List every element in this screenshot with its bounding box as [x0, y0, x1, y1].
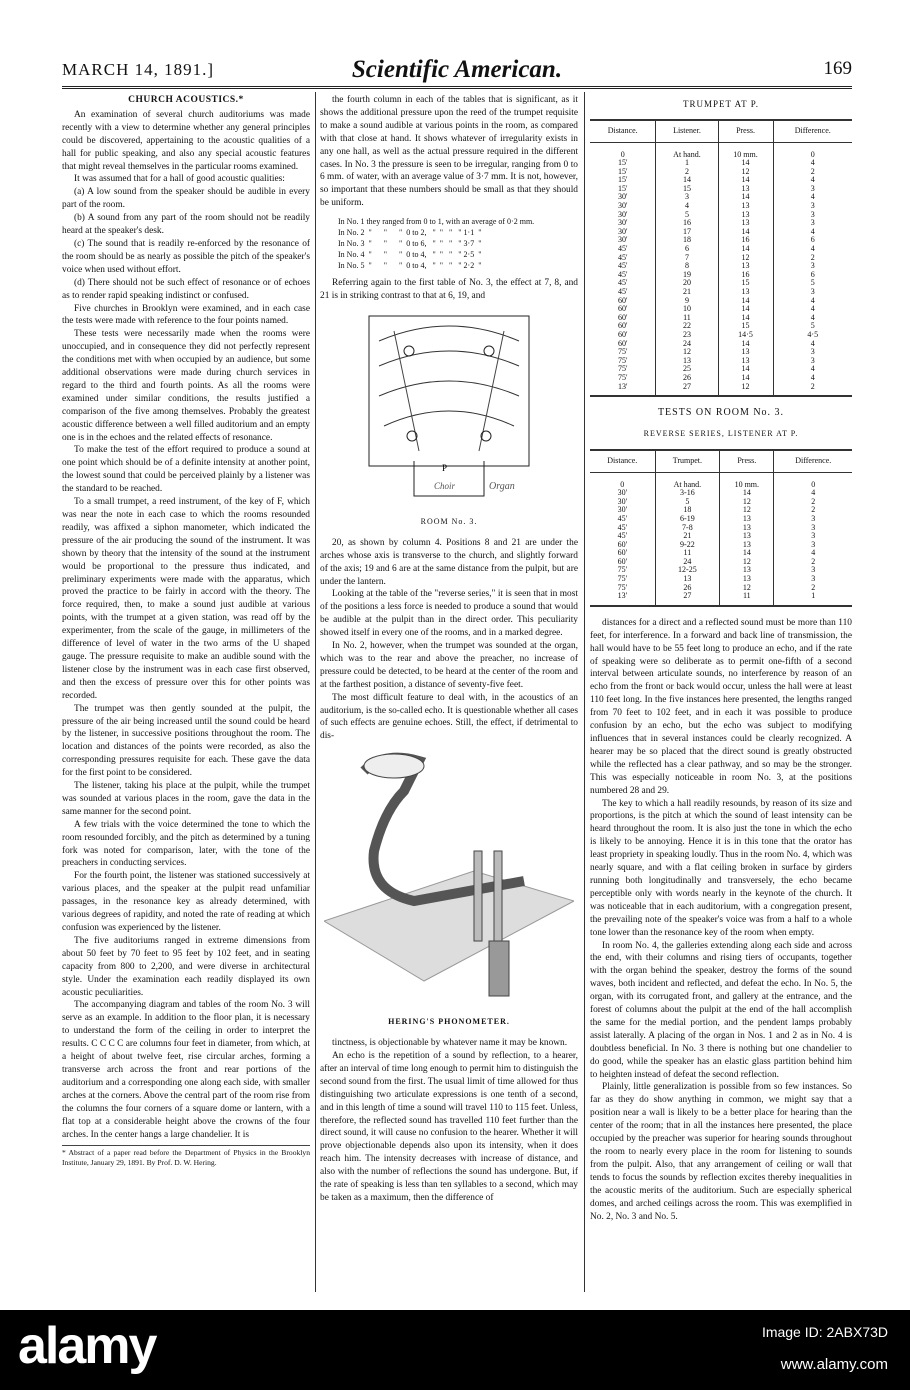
table-cell: 14	[718, 374, 773, 383]
table-cell: 6	[773, 236, 852, 245]
paragraph: In room No. 4, the galleries extending along each side and across the end, with their columns and rising tiers of occupants, together with the organ behind the speaker, destroy the forms of the sound waves, both incident and reflected, and defeat the echo. In No. 5, the organ, with its corrugated front, and gallery at the entrance, and the forest of columns about the pulpit at the end of the hall accomplish the same for the medial portion, and the pendent lamps probably assist laterally. A placing of the organ in Nos. 1 and 2 as in No. 4 is doubtless beneficial. In No. 3 there is nothing but one chandelier to do good, while the speaker has an elastic glass partition behind him to heighten instead of defeat the second reflection.	[590, 940, 852, 1080]
paragraph: The five auditoriums ranged in extreme dimensions from about 50 feet by 70 feet to 95 feet by 102 feet, and in seating capacity from 800 to 2,200, and were diverse in architectural style. Under the examination each readily displayed its own acoustic peculiarities.	[62, 935, 310, 998]
diagram-caption: ROOM No. 3.	[420, 516, 478, 526]
table-cell: 12	[718, 168, 773, 177]
table-cell: 30'	[617, 192, 628, 202]
watermark-url: www.alamy.com	[780, 1356, 888, 1373]
table-cell: 45'	[617, 269, 628, 279]
paragraph: (d) There should not be such effect of resonance or of echoes as to render rapid speaking indistinct or confused.	[62, 277, 310, 301]
table-cell: 3	[773, 185, 852, 194]
paragraph: the fourth column in each of the tables that is significant, as it shows the additional pressure upon the reed of the trumpet requisite to make a sound audible at various points in the room, as compared with that close at hand. It shows whatever of irregularity exists in any one hall, as well as the actual pressure required in the different cases. In No. 3 the pressure is seen to be irregular, ranging from 0 to 6 mm. of water, with an average value of 3·7 mm. It is not, however, so important that these numbers should be small as that they should be uniform.	[320, 95, 578, 209]
paragraph: The listener, taking his place at the pulpit, while the trumpet was sounded at various places in the room, gave the data in the same manner for the second point.	[62, 781, 310, 817]
table-cell: 12-25	[655, 566, 720, 575]
table-cell: 13	[718, 185, 773, 194]
organ-label: Organ	[489, 480, 515, 492]
table2-subtitle: REVERSE SERIES, LISTENER AT P.	[643, 429, 799, 439]
table-cell: 9-22	[655, 541, 720, 550]
table-cell: 12	[720, 498, 774, 507]
table-cell: 13	[656, 357, 718, 366]
table-cell: 4	[773, 340, 852, 349]
table-cell: 13'	[590, 383, 656, 397]
table-cell: 3	[773, 211, 852, 220]
table-cell: 21	[655, 532, 720, 541]
paragraph: An echo is the repetition of a sound by reflection, to a hearer, after an interval of time long enough to permit him to distinguish the second sound from the first. The usual limit of time allowed for thus distinguishing two articulate expressions is one tenth of a second, and in this length of time a sound will travel 110 to 115 feet. Unless, therefore, the reflected sound has travelled 110 feet further than the direct sound, it will cause no confusion to the hearer. Whether it will prove objectionable depends also upon its intensity, when it does reach him. The intensity decreases with increase of distance, and also with the number of reflections the sound has undergone. But, if the rate of speaking is less than ten syllables to a second, which may be taken as a maximum, then the difference of	[320, 1051, 578, 1203]
table-cell: 2	[774, 506, 852, 515]
table-cell: 24	[655, 558, 720, 567]
table-cell: 15	[718, 279, 773, 288]
article-heading: CHURCH ACOUSTICS.*	[128, 95, 244, 105]
paragraph: A few trials with the voice determined the tone to which the room resounded forcibly, and the pitch as determined by a tuning fork was noted for comparison, later, with the tone of the preachers in conducting services.	[62, 819, 310, 869]
table-cell: 15'	[617, 158, 628, 168]
table-cell: 30'	[617, 235, 628, 245]
table-row	[590, 383, 852, 397]
table-cell: 14	[718, 159, 773, 168]
table-cell: 60'	[617, 312, 628, 322]
table-cell: At hand.	[655, 472, 720, 489]
table-cell: 23	[656, 331, 718, 340]
footnote: * Abstract of a paper read before the Department of Physics in the Brooklyn Institute, January 29, 1891. By Prof. D. W. Hering.	[62, 1145, 310, 1168]
table-cell: 45'	[617, 252, 628, 262]
table-cell: 1	[656, 159, 718, 168]
table-cell: 13	[720, 532, 774, 541]
column-3	[590, 94, 852, 1223]
table-cell: 14	[718, 365, 773, 374]
issue-date: MARCH 14, 1891.]	[62, 60, 215, 79]
table-cell: 14·5	[718, 331, 773, 340]
table-cell: 12	[718, 254, 773, 263]
table-cell: 16	[656, 219, 718, 228]
table-cell: 10 mm.	[718, 142, 773, 159]
table-cell: 27	[655, 592, 720, 606]
table-cell: 2	[774, 584, 852, 593]
table-cell: 45'	[617, 278, 628, 288]
table2-title: TESTS ON ROOM No. 3.	[657, 407, 785, 419]
table-cell: 4	[773, 374, 852, 383]
table-cell: 3	[774, 524, 852, 533]
page-number: 169	[823, 58, 852, 79]
table-cell: 14	[718, 314, 773, 323]
table-cell: 4	[774, 549, 852, 558]
table-cell: 15'	[617, 175, 628, 185]
table-cell: 4	[773, 365, 852, 374]
table-cell: 25	[656, 365, 718, 374]
table-cell: 12	[656, 348, 718, 357]
table-cell: 21	[656, 288, 718, 297]
table-cell: 5	[773, 279, 852, 288]
table-cell: 6	[656, 245, 718, 254]
phonometer-figure	[320, 751, 578, 1029]
paragraph: (c) The sound that is readily re-enforced by the resonance of the room should be as nearly as possible the pitch of the speaker's voice when used without effort.	[62, 238, 310, 275]
table-cell: 4	[773, 176, 852, 185]
table-cell: 22	[656, 322, 718, 331]
column-header: Press.	[718, 120, 773, 142]
table-cell: 6	[773, 271, 852, 280]
table-cell: 10	[656, 305, 718, 314]
table-cell: 45'	[617, 531, 628, 541]
paragraph: Five churches in Brooklyn were examined, and in each case the tests were made with reference to the four points named.	[62, 303, 310, 327]
table-cell: 15'	[617, 183, 628, 193]
table-cell: 14	[718, 193, 773, 202]
table-row	[590, 592, 852, 606]
table-cell: 45'	[617, 244, 628, 254]
table-cell: 2	[774, 558, 852, 567]
table-cell: 14	[718, 305, 773, 314]
table-cell: 8	[656, 262, 718, 271]
table-cell: 14	[720, 489, 774, 498]
column-divider	[584, 92, 585, 1292]
column-header: Distance.	[590, 120, 656, 142]
table-cell: 3	[773, 262, 852, 271]
table-cell: 13	[718, 202, 773, 211]
table-cell: 60'	[617, 338, 628, 348]
table-cell: 4	[773, 228, 852, 237]
paragraph: (a) A low sound from the speaker should be audible in every part of the room.	[62, 187, 310, 211]
paragraph: These tests were necessarily made when the rooms were unoccupied, and in consequence they did not perfectly represent the conditions met with when occupied by an audience, but some additional observations were made during church services in regard to the third and fourth points. As all the rooms were examined under similar conditions, the results justified a comparison of the five among themselves. Probably the greatest acoustic difference between a well filled auditorium and an empty one is in the echoes and the related effects of resonance.	[62, 329, 310, 443]
table-cell: 18	[655, 506, 720, 515]
masthead	[62, 56, 852, 89]
table1-title: TRUMPET AT P.	[683, 99, 759, 109]
table-cell: 15	[656, 185, 718, 194]
choir-label: Choir	[434, 480, 456, 491]
table-cell: 3	[774, 515, 852, 524]
table-cell: 2	[773, 168, 852, 177]
table-cell: 60'	[617, 329, 628, 339]
paragraph: tinctness, is objectionable by whatever name it may be known.	[332, 1038, 568, 1049]
table-cell: 12	[718, 383, 773, 397]
table-cell: 12	[720, 584, 774, 593]
table-cell: 26	[655, 584, 720, 593]
column-header: Press.	[720, 450, 774, 472]
table-cell: 3	[656, 193, 718, 202]
table-cell: 60'	[617, 295, 628, 305]
paragraph: It was assumed that for a hall of good acoustic qualities:	[74, 174, 285, 185]
table-cell: 9	[656, 297, 718, 306]
paragraph: (b) A sound from any part of the room should not be readily heard at the speaker's desk.	[62, 213, 310, 237]
table-cell: 45'	[617, 287, 628, 296]
table-cell: 3	[774, 541, 852, 550]
column-header: Trumpet.	[655, 450, 720, 472]
column-2	[320, 94, 578, 1205]
table-cell: 13	[720, 515, 774, 524]
table-cell: 13	[718, 348, 773, 357]
table-cell: 3	[774, 532, 852, 541]
table-cell: 45'	[617, 261, 628, 271]
table-cell: 14	[718, 340, 773, 349]
table-cell: 15'	[617, 166, 628, 176]
table-cell: 45'	[617, 522, 628, 532]
image-id: Image ID: 2ABX73D	[761, 1324, 888, 1340]
table-row	[590, 472, 852, 489]
table-cell: 14	[718, 245, 773, 254]
column-header: Difference.	[773, 120, 852, 142]
table-cell: 17	[656, 228, 718, 237]
table-cell: 30'	[617, 505, 628, 515]
table-cell: 14	[656, 176, 718, 185]
table-cell: 4	[656, 202, 718, 211]
paragraph: For the fourth point, the listener was stationed successively at various places, and the speaker at the pulpit read unfamiliar passages, in the resonance key as already determined, with various degrees of rapidity, and noted the rate of reading at which confusion was experienced by the listener.	[62, 871, 310, 933]
column-header: Distance.	[590, 450, 655, 472]
table-cell: 3	[773, 348, 852, 357]
table-cell: 13	[718, 211, 773, 220]
table-cell: 30'	[617, 496, 628, 506]
table-cell: 10 mm.	[720, 472, 774, 489]
table-cell: 60'	[617, 304, 628, 314]
table-cell: 60'	[617, 548, 628, 558]
table-cell: 30'	[617, 209, 628, 219]
column-header: Difference.	[774, 450, 852, 472]
table-cell: 4	[773, 193, 852, 202]
room-diagram	[320, 311, 578, 529]
table-cell: 2	[656, 168, 718, 177]
table-cell: 13	[720, 566, 774, 575]
paragraph: To make the test of the effort required to produce a sound at one point which should be of a definite intensity at another point, the lowest sound that could be perceived plainly by a listener was the standard to be reached.	[62, 445, 310, 495]
table-cell: 11	[655, 549, 720, 558]
table-cell: 4	[773, 305, 852, 314]
paragraph: The key to which a hall readily resounds, by reason of its size and proportions, is the pitch at which the sound of least intensity can be heard throughout the room. It is also just the tone in which the echo is likely to be annoying. Hence it is in this tone that the orator has least propriety in speaking loudly. Thus in the room No. 4, which was nearly square, and with a flat ceiling broken in surface by girders running both longitudinally and transversely, the echo became perceptible only with words nearly in the keynote of the church. It was noticeable that in each auditorium, with a congregation present, the prevailing note of the speaker's voice was from a half to a whole tone lower than the resonance key of the room when empty.	[590, 798, 852, 938]
table-cell: 7	[656, 254, 718, 263]
table-cell: 13	[718, 288, 773, 297]
table-cell: 5	[656, 211, 718, 220]
table-cell: 45'	[617, 513, 628, 523]
table-cell: 4	[773, 297, 852, 306]
table-cell: 14	[718, 297, 773, 306]
table-cell: 13	[720, 524, 774, 533]
paragraph: The accompanying diagram and tables of the room No. 3 will serve as an example. In addition to the floor plan, it is necessary to understand the form of the ceiling in order to interpret the results. C C C C are columns four feet in diameter, from which, at a height of about twelve feet, rise circular arches, forming a transverse arch across the front and rear portions of the auditorium and a corresponding one along each side, with smaller arches at the corners. Above the central part of the room rise from the columns the four corners of a square dome or lantern, with a flat top at a considerable height above the crowns of the four arches. In the center hangs a large chandelier. It is	[62, 1000, 310, 1140]
table-cell: 14	[720, 549, 774, 558]
paragraph: 20, as shown by column 4. Positions 8 and 21 are under the arches whose axis is transverse to the church, and slightly forward of the axis; 19 and 6 are at the same distance from the pulpit, but are under the lantern.	[320, 537, 578, 587]
table-cell: 14	[718, 228, 773, 237]
table-cell: 3-16	[655, 489, 720, 498]
table-cell: 13'	[590, 592, 655, 606]
table-cell: 20	[656, 279, 718, 288]
table-cell: 0	[773, 142, 852, 159]
table-cell: 60'	[617, 556, 628, 566]
table-cell: 16	[718, 271, 773, 280]
table-cell: 2	[774, 498, 852, 507]
table-cell: 2	[773, 383, 852, 397]
table-cell: 30'	[617, 218, 628, 228]
table-cell: 0	[620, 149, 625, 159]
table-cell: 16	[718, 236, 773, 245]
table-cell: 75'	[617, 372, 628, 382]
table-cell: 3	[773, 357, 852, 366]
table-cell: 3	[774, 575, 852, 584]
table-cell: 13	[718, 357, 773, 366]
table-cell: 0	[774, 472, 852, 489]
paragraph: An examination of several church auditoriums was made recently with a view to determine whether any general principles could be discovered, appertaining to the acoustic qualities of a hall for public speaking, and also any special acoustic features that might reveal themselves in the particular rooms examined.	[62, 109, 310, 172]
table-cell: 60'	[617, 321, 628, 331]
table-cell: 13	[718, 219, 773, 228]
table-cell: 0	[620, 479, 625, 489]
alamy-logo: alamy	[18, 1317, 156, 1375]
table-cell: 13	[655, 575, 720, 584]
table-cell: 30'	[617, 226, 628, 236]
table-cell: 4·5	[773, 331, 852, 340]
table-cell: 75'	[617, 574, 628, 584]
paragraph: To a small trumpet, a reed instrument, of the key of F, which was near the note in each case to which the rooms resounded readily, was affixed a siphon manometer, which indicated the pressure of the air producing the sound of the instrument. It was shown by theory that the intensity of the sound at the instrument would be proportional to the pressure thus indicated, and preliminary experiments were made with the apparatus, which proved the practice to be fairly in accord with the theory. The force required, then, to make a sound just audible at various points, with the trumpet at a given station, was read off by the experimenter, from the scale of the gauge, in millimeters of the difference of level of water in the two arms of the U shaped gauge. The pressure requisite to make an audible sound with the listener close by the instrument was in each case first observed, and then the excess of pressure over this for other points was recorded.	[62, 497, 310, 701]
table-cell: 75'	[617, 565, 628, 575]
pressure-ranges: In No. 1 they ranged from 0 to 1, with an average of 0·2 mm. In No. 2 " " " 0 to 2, " " " " 1·1 " In No. 3 " " " 0 to 6, " " " " 3·7 " In No. 4 " " " 0 to 4, " " " " 2·5 " In No. 5 " " " 0 to 4, " " " " 2·2 "	[338, 217, 535, 271]
table-cell: 5	[773, 322, 852, 331]
table-row	[590, 142, 852, 159]
column-1	[62, 94, 310, 1168]
table-cell: 24	[656, 340, 718, 349]
pulpit-label: P	[442, 462, 448, 473]
table-cell: 11	[656, 314, 718, 323]
paragraph: Referring again to the first table of No. 3, the effect at 7, 8, and 21 is in striking contrast to that at 6, 19, and	[320, 278, 578, 302]
table-cell: 12	[720, 558, 774, 567]
paragraph: In No. 2, however, when the trumpet was sounded at the organ, which was to the rear and above the preacher, no increase of pressure could be detected, to be heard at the center of the room and at the farthest position, a distance of seventy-five feet.	[320, 641, 578, 690]
table-cell: 4	[773, 245, 852, 254]
table-cell: 1	[774, 592, 852, 606]
paragraph: Looking at the table of the "reverse series," it is seen that in most of the positions a less force is needed to produce a sound that would be audible at the pulpit than in the direct order. This peculiarity showed itself in every one of the rooms, and in a marked degree.	[320, 589, 578, 639]
table-cell: 7-8	[655, 524, 720, 533]
table-cell: 30'	[617, 201, 628, 211]
table-cell: 6-19	[655, 515, 720, 524]
table-cell: 27	[656, 383, 718, 397]
table-cell: 75'	[617, 582, 628, 592]
paragraph: distances for a direct and a reflected sound must be more than 110 feet, for interference. In a forward and back line of transmission, the hall would have to be 55 feet long to produce an echo, and if the rate of speaking were so deliberate as to permit one-fifth of a second interval between articulate sounds, no interference by reason of an echo from the front or back would occur, unless the hall were at least 110 feet long. In the five instances here presented, the lengths ranged from 70 feet to 102 feet, and in each it was possible to produce confusion by an echo, but the echo was subject to modifying influences that in several instances could be clearly recognized. A hearer may be so placed that the direct sound is greatly obstructed while the reflected has a clear pathway, and so may be the stronger. This was especially noticeable in room No. 3, at the positions numbered 28 and 29.	[590, 617, 852, 796]
table-cell: 14	[718, 176, 773, 185]
floor-plan-illustration	[364, 311, 534, 511]
table-cell: 5	[655, 498, 720, 507]
stock-watermark-bar	[0, 1310, 910, 1390]
table-cell: 11	[720, 592, 774, 606]
table-cell: 12	[720, 506, 774, 515]
table-cell: 75'	[617, 364, 628, 374]
table-cell: 13	[720, 575, 774, 584]
table-cell: 75'	[617, 355, 628, 365]
table-cell: 75'	[617, 347, 628, 357]
table-cell: 3	[774, 566, 852, 575]
table-cell: At hand.	[656, 142, 718, 159]
table-cell: 19	[656, 271, 718, 280]
table-cell: 2	[773, 254, 852, 263]
table-cell: 3	[773, 202, 852, 211]
table-cell: 30'	[617, 488, 628, 498]
phonometer-illustration	[324, 751, 574, 1011]
trumpet-table	[590, 119, 852, 397]
table-cell: 60'	[617, 539, 628, 549]
paragraph: The most difficult feature to deal with, in the acoustics of an auditorium, is the so-called echo. It is questionable whether all cases of such effects are genuine echoes. Still, the effect, if detrimental to dis-	[320, 692, 578, 742]
table-cell: 4	[773, 159, 852, 168]
table-cell: 13	[720, 541, 774, 550]
column-header: Listener.	[656, 120, 718, 142]
reverse-series-table	[590, 449, 852, 607]
publication-title: Scientific American.	[351, 56, 563, 83]
table-cell: 4	[773, 314, 852, 323]
table-cell: 26	[656, 374, 718, 383]
table-cell: 4	[774, 489, 852, 498]
table-cell: 3	[773, 288, 852, 297]
table-cell: 18	[656, 236, 718, 245]
table-cell: 15	[718, 322, 773, 331]
phonometer-caption: HERING'S PHONOMETER.	[388, 1017, 510, 1027]
table-cell: 3	[773, 219, 852, 228]
table-cell: 13	[718, 262, 773, 271]
column-divider	[315, 92, 316, 1292]
paragraph: The trumpet was then gently sounded at the pulpit, the pressure of the air being increased until the sound could be heard by the listener, in successive positions throughout the room. The location and distances of the points were recorded, as also the corresponding pressures requisite for each. These gave the data for the first point to be considered.	[62, 703, 310, 779]
paragraph: Plainly, little generalization is possible from so few instances. So far as they do show anything in common, we might say that a position near a wall is likely to be a better place for hearing than the center of the room; that in all the instances here presented, the place occupied by the preacher was superior for hearing sounds throughout the room to nearly every place in the room for listening to sounds from the pulpit. Also, that any arrangement of ceiling or wall that tends to focus the sounds by reflection excites thereby inequalities in the acoustic merits of the auditorium. Such are especially spherical domes, and arched ceilings across the room. This was exemplified in No. 2, No. 3 and No. 5.	[590, 1082, 852, 1222]
